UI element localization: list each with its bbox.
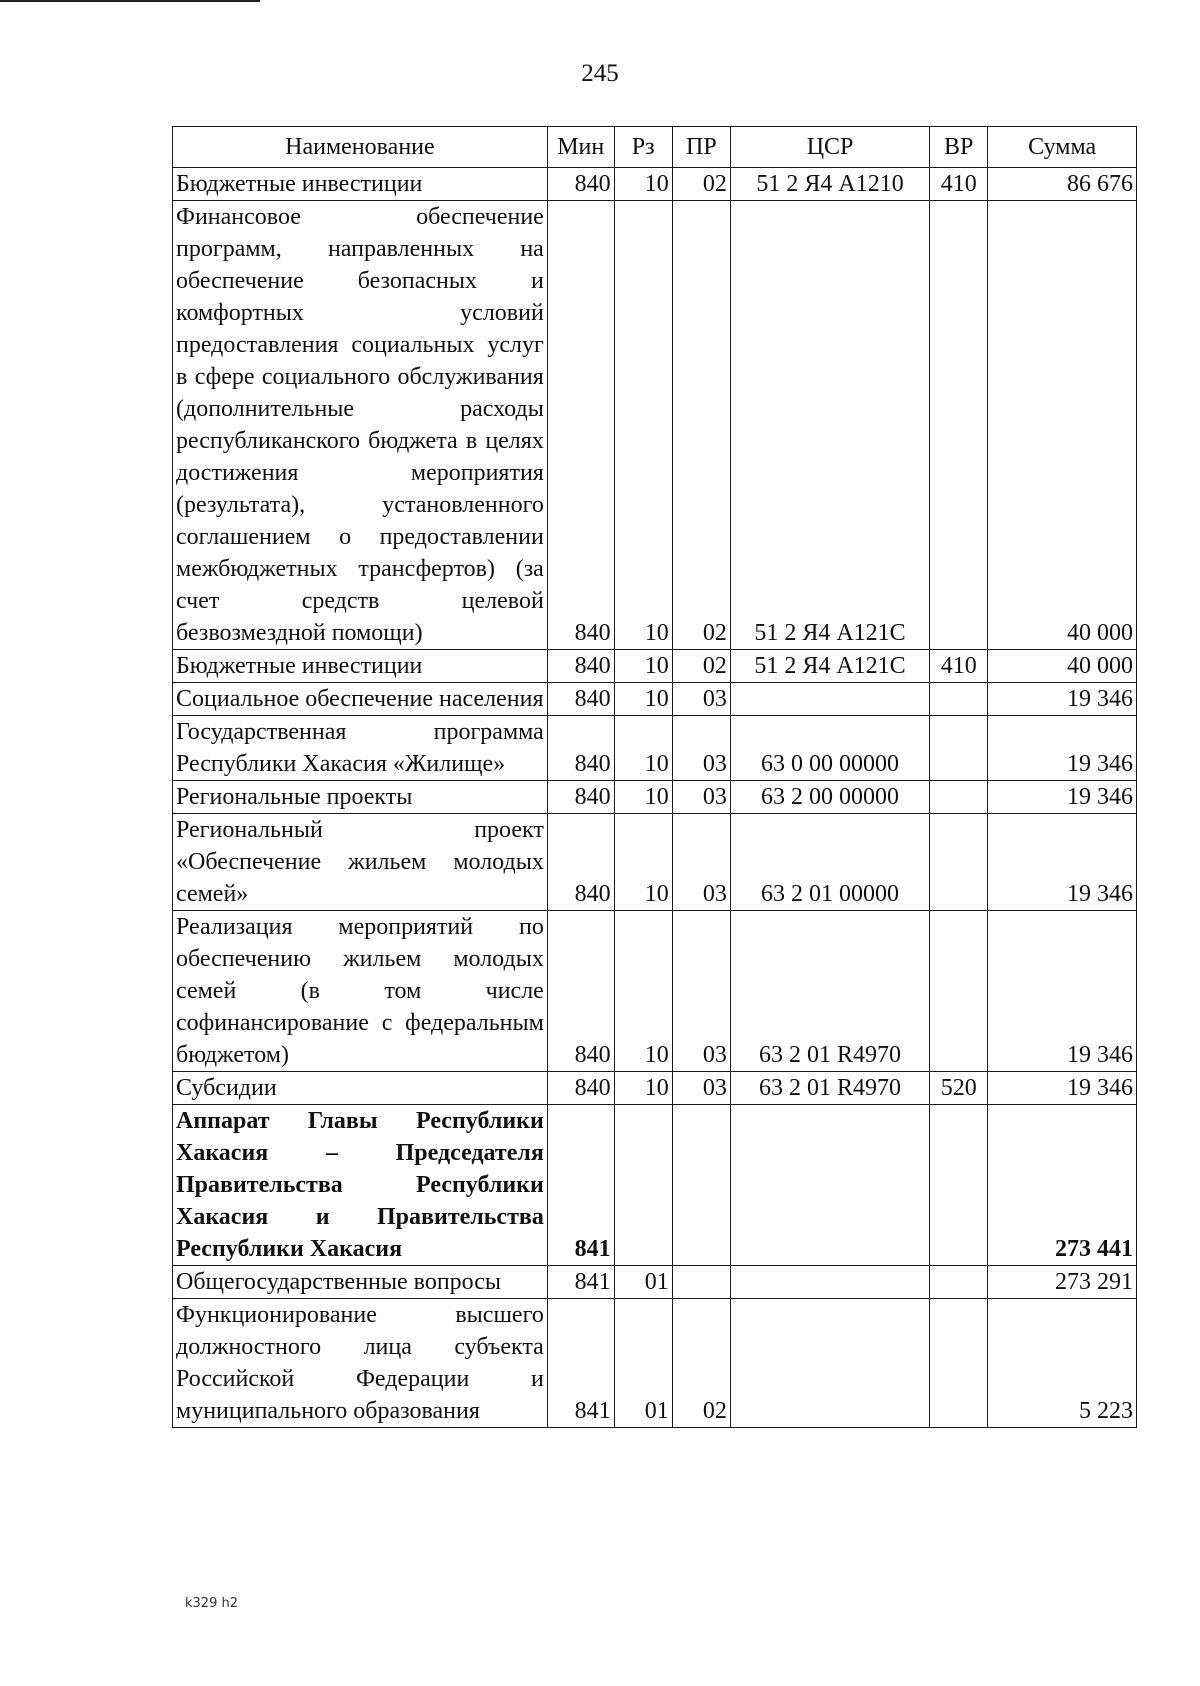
cell-name: Реализация мероприятий по обеспечению жильем молодых семей (в том числе софинансирование с федеральным бюджетом): [173, 911, 548, 1072]
table-row: [173, 683, 1137, 716]
cell-min: 840: [547, 781, 614, 814]
cell-sum: 273 441: [988, 1105, 1137, 1266]
header-vr: ВР: [930, 127, 988, 168]
cell-vr: 410: [930, 650, 988, 683]
cell-sum: 40 000: [988, 201, 1137, 650]
cell-csr: [730, 683, 929, 716]
cell-vr: [930, 911, 988, 1072]
cell-name: Бюджетные инвестиции: [173, 650, 548, 683]
cell-rz: 10: [614, 650, 672, 683]
cell-rz: 10: [614, 911, 672, 1072]
header-min: Мин: [547, 127, 614, 168]
cell-min: 841: [547, 1266, 614, 1299]
footer-code: k329 h2: [185, 1596, 238, 1611]
table-row: [173, 781, 1137, 814]
cell-csr: 63 2 00 00000: [730, 781, 929, 814]
cell-pr: 03: [672, 911, 730, 1072]
cell-sum: 273 291: [988, 1266, 1137, 1299]
cell-pr: [672, 1105, 730, 1266]
cell-sum: 19 346: [988, 683, 1137, 716]
cell-min: 840: [547, 683, 614, 716]
cell-rz: 10: [614, 781, 672, 814]
table-row: [173, 1299, 1137, 1428]
cell-csr: [730, 1105, 929, 1266]
cell-min: 840: [547, 911, 614, 1072]
table-row: [173, 911, 1137, 1072]
cell-vr: [930, 814, 988, 911]
cell-vr: [930, 683, 988, 716]
cell-pr: 03: [672, 683, 730, 716]
cell-min: 840: [547, 201, 614, 650]
cell-rz: 01: [614, 1299, 672, 1428]
cell-vr: [930, 1266, 988, 1299]
cell-pr: [672, 1266, 730, 1299]
header-rz: Рз: [614, 127, 672, 168]
cell-csr: 51 2 Я4 А1210: [730, 168, 929, 201]
cell-pr: 03: [672, 814, 730, 911]
cell-name: Бюджетные инвестиции: [173, 168, 548, 201]
cell-csr: 63 2 01 R4970: [730, 1072, 929, 1105]
cell-min: 840: [547, 716, 614, 781]
cell-pr: 02: [672, 168, 730, 201]
header-sum: Сумма: [988, 127, 1137, 168]
table-row: [173, 814, 1137, 911]
header-pr: ПР: [672, 127, 730, 168]
table-body: [173, 168, 1137, 1428]
cell-sum: 19 346: [988, 911, 1137, 1072]
cell-pr: 02: [672, 1299, 730, 1428]
cell-pr: 03: [672, 781, 730, 814]
cell-rz: [614, 1105, 672, 1266]
cell-vr: [930, 1105, 988, 1266]
cell-name: Субсидии: [173, 1072, 548, 1105]
cell-name: Общегосударственные вопросы: [173, 1266, 548, 1299]
cell-csr: 51 2 Я4 А121С: [730, 650, 929, 683]
cell-rz: 10: [614, 814, 672, 911]
cell-sum: 19 346: [988, 716, 1137, 781]
cell-vr: [930, 781, 988, 814]
cell-csr: 63 2 01 R4970: [730, 911, 929, 1072]
cell-min: 840: [547, 650, 614, 683]
cell-rz: 01: [614, 1266, 672, 1299]
table-row: [173, 168, 1137, 201]
cell-csr: [730, 1299, 929, 1428]
cell-csr: 51 2 Я4 А121С: [730, 201, 929, 650]
cell-name: Социальное обеспечение населения: [173, 683, 548, 716]
cell-name: Региональные проекты: [173, 781, 548, 814]
cell-min: 841: [547, 1299, 614, 1428]
cell-min: 840: [547, 814, 614, 911]
cell-pr: 02: [672, 650, 730, 683]
cell-vr: 410: [930, 168, 988, 201]
table-row: [173, 1072, 1137, 1105]
page-number: 245: [581, 60, 619, 87]
table-row: [173, 1105, 1137, 1266]
table-row: [173, 716, 1137, 781]
cell-min: 841: [547, 1105, 614, 1266]
cell-sum: 5 223: [988, 1299, 1137, 1428]
cell-min: 840: [547, 168, 614, 201]
cell-vr: 520: [930, 1072, 988, 1105]
cell-csr: 63 0 00 00000: [730, 716, 929, 781]
cell-csr: [730, 1266, 929, 1299]
table-row: [173, 201, 1137, 650]
cell-pr: 03: [672, 1072, 730, 1105]
header-csr: ЦСР: [730, 127, 929, 168]
budget-table: [172, 126, 1137, 1428]
table-row: [173, 1266, 1137, 1299]
header-name: Наименование: [173, 127, 548, 168]
cell-sum: 19 346: [988, 1072, 1137, 1105]
cell-sum: 19 346: [988, 781, 1137, 814]
cell-rz: 10: [614, 716, 672, 781]
cell-pr: 02: [672, 201, 730, 650]
cell-name: Финансовое обеспечение программ, направленных на обеспечение безопасных и комфортных условий предоставления социальных услуг в сфере социального обслуживания (дополнительные расходы республиканского бюджета в целях достижения мероприятия (результата), установленного соглашением о предоставлении межбюджетных трансфертов) (за счет средств целевой безвозмездной помощи): [173, 201, 548, 650]
table-row: [173, 650, 1137, 683]
cell-name: Аппарат Главы Республики Хакасия – Председателя Правительства Республики Хакасия и Правительства Республики Хакасия: [173, 1105, 548, 1266]
cell-name: Государственная программа Республики Хакасия «Жилище»: [173, 716, 548, 781]
cell-min: 840: [547, 1072, 614, 1105]
cell-sum: 40 000: [988, 650, 1137, 683]
cell-pr: 03: [672, 716, 730, 781]
top-edge-rule: [0, 0, 260, 2]
cell-rz: 10: [614, 201, 672, 650]
cell-vr: [930, 716, 988, 781]
cell-csr: 63 2 01 00000: [730, 814, 929, 911]
cell-name: Функционирование высшего должностного лица субъекта Российской Федерации и муниципального образования: [173, 1299, 548, 1428]
cell-sum: 19 346: [988, 814, 1137, 911]
cell-vr: [930, 201, 988, 650]
cell-vr: [930, 1299, 988, 1428]
cell-rz: 10: [614, 168, 672, 201]
cell-rz: 10: [614, 683, 672, 716]
cell-rz: 10: [614, 1072, 672, 1105]
table-header-row: [173, 127, 1137, 168]
cell-sum: 86 676: [988, 168, 1137, 201]
cell-name: Региональный проект «Обеспечение жильем молодых семей»: [173, 814, 548, 911]
